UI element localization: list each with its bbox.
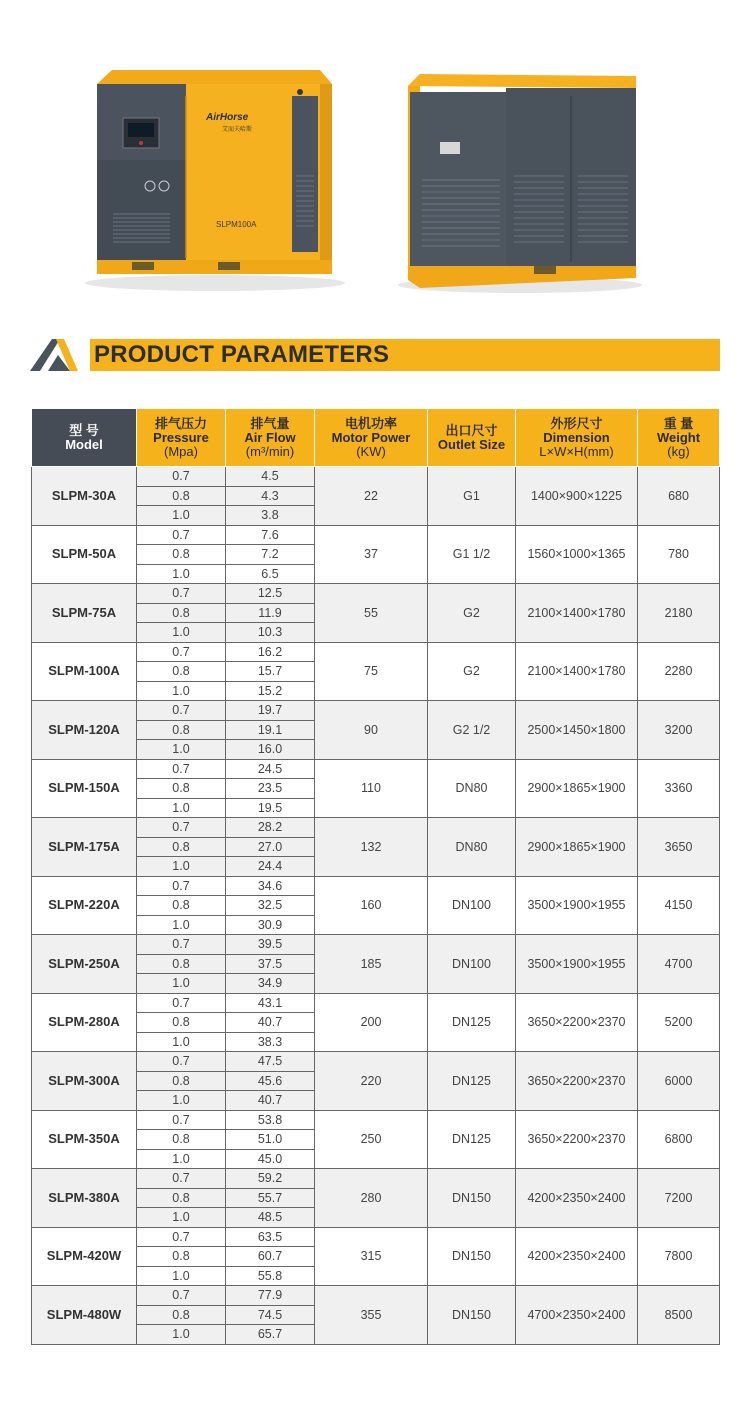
header-pressure-en: Pressure xyxy=(153,429,209,445)
outlet-size-cell: G2 xyxy=(428,642,516,701)
air-flow-cell: 24.5 xyxy=(226,759,315,779)
header-air-flow xyxy=(226,409,315,467)
air-flow-cell: 24.4 xyxy=(226,857,315,877)
dimension-cell: 3650×2200×2370 xyxy=(516,993,638,1052)
compressor-illustrations xyxy=(0,0,750,330)
air-flow-cell: 59.2 xyxy=(226,1169,315,1189)
pressure-cell: 0.7 xyxy=(137,701,226,721)
pressure-cell: 1.0 xyxy=(137,1149,226,1169)
pressure-cell: 0.7 xyxy=(137,584,226,604)
dimension-cell: 3650×2200×2370 xyxy=(516,1110,638,1169)
product-images xyxy=(0,0,750,330)
pressure-cell: 0.8 xyxy=(137,545,226,565)
header-outlet-size xyxy=(428,409,516,467)
pressure-cell: 1.0 xyxy=(137,974,226,994)
table-row xyxy=(32,525,720,545)
dimension-cell: 2100×1400×1780 xyxy=(516,642,638,701)
pressure-cell: 1.0 xyxy=(137,1325,226,1345)
air-flow-cell: 63.5 xyxy=(226,1227,315,1247)
outlet-size-cell: DN100 xyxy=(428,935,516,994)
air-flow-cell: 12.5 xyxy=(226,584,315,604)
model-cell: SLPM-480W xyxy=(32,1286,137,1345)
motor-power-cell: 22 xyxy=(315,467,428,526)
motor-power-cell: 110 xyxy=(315,759,428,818)
section-title: PRODUCT PARAMETERS xyxy=(94,341,390,368)
air-flow-cell: 7.6 xyxy=(226,525,315,545)
air-flow-cell: 74.5 xyxy=(226,1305,315,1325)
pressure-cell: 0.7 xyxy=(137,818,226,838)
product-parameters-table xyxy=(31,408,720,1345)
motor-power-cell: 90 xyxy=(315,701,428,760)
weight-cell: 4700 xyxy=(638,935,720,994)
air-flow-cell: 19.7 xyxy=(226,701,315,721)
compressor-back-image xyxy=(398,74,642,293)
header-model-en: Model xyxy=(65,436,103,452)
weight-cell: 3650 xyxy=(638,818,720,877)
weight-cell: 4150 xyxy=(638,876,720,935)
pressure-cell: 0.8 xyxy=(137,1071,226,1091)
dimension-cell: 2100×1400×1780 xyxy=(516,584,638,643)
air-flow-cell: 28.2 xyxy=(226,818,315,838)
weight-cell: 3360 xyxy=(638,759,720,818)
table-row xyxy=(32,701,720,721)
brand-mark-icon xyxy=(30,337,78,373)
table-row xyxy=(32,876,720,896)
pressure-cell: 0.7 xyxy=(137,525,226,545)
weight-cell: 7800 xyxy=(638,1227,720,1286)
motor-power-cell: 37 xyxy=(315,525,428,584)
dimension-cell: 2500×1450×1800 xyxy=(516,701,638,760)
pressure-cell: 0.7 xyxy=(137,935,226,955)
outlet-size-cell: DN150 xyxy=(428,1286,516,1345)
weight-cell: 2280 xyxy=(638,642,720,701)
air-flow-cell: 37.5 xyxy=(226,954,315,974)
motor-power-cell: 185 xyxy=(315,935,428,994)
air-flow-cell: 32.5 xyxy=(226,896,315,916)
dimension-cell: 3500×1900×1955 xyxy=(516,876,638,935)
header-motor-power-cn: 电机功率 xyxy=(344,415,397,431)
brand-logo-cn: 艾而夫哈斯 xyxy=(222,126,253,133)
dimension-cell: 1400×900×1225 xyxy=(516,467,638,526)
header-weight xyxy=(638,409,720,467)
motor-power-cell: 132 xyxy=(315,818,428,877)
pressure-cell: 0.7 xyxy=(137,1227,226,1247)
pressure-cell: 1.0 xyxy=(137,740,226,760)
air-flow-cell: 6.5 xyxy=(226,564,315,584)
table-row xyxy=(32,1169,720,1189)
weight-cell: 780 xyxy=(638,525,720,584)
outlet-size-cell: G1 1/2 xyxy=(428,525,516,584)
table-row xyxy=(32,1286,720,1306)
air-flow-cell: 34.9 xyxy=(226,974,315,994)
pressure-cell: 1.0 xyxy=(137,623,226,643)
weight-cell: 6000 xyxy=(638,1052,720,1111)
table-row xyxy=(32,818,720,838)
outlet-size-cell: DN125 xyxy=(428,1052,516,1111)
weight-cell: 680 xyxy=(638,467,720,526)
pressure-cell: 0.7 xyxy=(137,642,226,662)
pressure-cell: 0.8 xyxy=(137,954,226,974)
pressure-cell: 0.8 xyxy=(137,603,226,623)
model-cell: SLPM-420W xyxy=(32,1227,137,1286)
motor-power-cell: 250 xyxy=(315,1110,428,1169)
pressure-cell: 1.0 xyxy=(137,1032,226,1052)
header-dimension-cn: 外形尺寸 xyxy=(550,415,603,431)
pressure-cell: 0.7 xyxy=(137,1169,226,1189)
header-outlet-size-en: Outlet Size xyxy=(437,436,506,452)
weight-cell: 5200 xyxy=(638,993,720,1052)
air-flow-cell: 4.5 xyxy=(226,467,315,487)
pressure-cell: 0.7 xyxy=(137,759,226,779)
model-cell: SLPM-280A xyxy=(32,993,137,1052)
air-flow-cell: 16.0 xyxy=(226,740,315,760)
outlet-size-cell: DN100 xyxy=(428,876,516,935)
air-flow-cell: 39.5 xyxy=(226,935,315,955)
air-flow-cell: 34.6 xyxy=(226,876,315,896)
air-flow-cell: 45.6 xyxy=(226,1071,315,1091)
model-cell: SLPM-120A xyxy=(32,701,137,760)
pressure-cell: 1.0 xyxy=(137,1266,226,1286)
air-flow-cell: 38.3 xyxy=(226,1032,315,1052)
header-outlet-size-cn: 出口尺寸 xyxy=(445,422,498,438)
motor-power-cell: 200 xyxy=(315,993,428,1052)
dimension-cell: 4200×2350×2400 xyxy=(516,1169,638,1228)
pressure-cell: 0.8 xyxy=(137,837,226,857)
air-flow-cell: 27.0 xyxy=(226,837,315,857)
air-flow-cell: 7.2 xyxy=(226,545,315,565)
dimension-cell: 4700×2350×2400 xyxy=(516,1286,638,1345)
header-air-flow-en: Air Flow xyxy=(244,429,296,445)
model-cell: SLPM-175A xyxy=(32,818,137,877)
outlet-size-cell: DN150 xyxy=(428,1169,516,1228)
header-weight-unit: (kg) xyxy=(667,443,690,459)
table-row xyxy=(32,993,720,1013)
outlet-size-cell: DN125 xyxy=(428,1110,516,1169)
table-row xyxy=(32,642,720,662)
pressure-cell: 0.8 xyxy=(137,1247,226,1267)
table-row xyxy=(32,1110,720,1130)
model-cell: SLPM-50A xyxy=(32,525,137,584)
air-flow-cell: 23.5 xyxy=(226,779,315,799)
pressure-cell: 0.7 xyxy=(137,467,226,487)
weight-cell: 6800 xyxy=(638,1110,720,1169)
air-flow-cell: 10.3 xyxy=(226,623,315,643)
header-motor-power-unit: (KW) xyxy=(356,443,386,459)
pressure-cell: 0.8 xyxy=(137,1188,226,1208)
pressure-cell: 0.7 xyxy=(137,993,226,1013)
table-row xyxy=(32,1052,720,1072)
model-plate-text: SLPM100A xyxy=(216,220,257,229)
table-header-row xyxy=(32,409,720,467)
pressure-cell: 0.8 xyxy=(137,486,226,506)
air-flow-cell: 19.5 xyxy=(226,798,315,818)
air-flow-cell: 55.8 xyxy=(226,1266,315,1286)
header-dimension-unit: L×W×H(mm) xyxy=(539,443,614,459)
weight-cell: 2180 xyxy=(638,584,720,643)
table-row xyxy=(32,935,720,955)
air-flow-cell: 15.7 xyxy=(226,662,315,682)
header-weight-en: Weight xyxy=(656,429,701,445)
air-flow-cell: 4.3 xyxy=(226,486,315,506)
dimension-cell: 2900×1865×1900 xyxy=(516,818,638,877)
pressure-cell: 0.8 xyxy=(137,1305,226,1325)
pressure-cell: 1.0 xyxy=(137,857,226,877)
motor-power-cell: 315 xyxy=(315,1227,428,1286)
table-body xyxy=(32,467,720,1345)
pressure-cell: 1.0 xyxy=(137,564,226,584)
header-motor-power xyxy=(315,409,428,467)
model-cell: SLPM-350A xyxy=(32,1110,137,1169)
model-cell: SLPM-150A xyxy=(32,759,137,818)
table-row xyxy=(32,467,720,487)
brand-logo-text: AirHorse xyxy=(206,112,249,123)
air-flow-cell: 47.5 xyxy=(226,1052,315,1072)
outlet-size-cell: G2 1/2 xyxy=(428,701,516,760)
pressure-cell: 0.8 xyxy=(137,1013,226,1033)
air-flow-cell: 53.8 xyxy=(226,1110,315,1130)
motor-power-cell: 55 xyxy=(315,584,428,643)
pressure-cell: 0.7 xyxy=(137,1110,226,1130)
dimension-cell: 2900×1865×1900 xyxy=(516,759,638,818)
air-flow-cell: 45.0 xyxy=(226,1149,315,1169)
model-cell: SLPM-380A xyxy=(32,1169,137,1228)
air-flow-cell: 30.9 xyxy=(226,915,315,935)
header-model xyxy=(32,409,137,467)
header-dimension-en: Dimension xyxy=(543,429,610,445)
model-cell: SLPM-250A xyxy=(32,935,137,994)
pressure-cell: 0.7 xyxy=(137,876,226,896)
dimension-cell: 1560×1000×1365 xyxy=(516,525,638,584)
motor-power-cell: 280 xyxy=(315,1169,428,1228)
motor-power-cell: 220 xyxy=(315,1052,428,1111)
pressure-cell: 0.8 xyxy=(137,779,226,799)
pressure-cell: 1.0 xyxy=(137,1091,226,1111)
header-dimension xyxy=(516,409,638,467)
pressure-cell: 0.8 xyxy=(137,1130,226,1150)
dimension-cell: 3500×1900×1955 xyxy=(516,935,638,994)
motor-power-cell: 160 xyxy=(315,876,428,935)
header-air-flow-unit: (m³/min) xyxy=(245,443,295,459)
header-air-flow-cn: 排气量 xyxy=(250,415,290,431)
model-cell: SLPM-100A xyxy=(32,642,137,701)
header-pressure xyxy=(137,409,226,467)
pressure-cell: 0.7 xyxy=(137,1286,226,1306)
pressure-cell: 1.0 xyxy=(137,798,226,818)
compressor-front-image xyxy=(85,70,345,291)
air-flow-cell: 65.7 xyxy=(226,1325,315,1345)
header-model-cn: 型 号 xyxy=(69,422,99,438)
header-weight-cn: 重 量 xyxy=(663,415,694,431)
pressure-cell: 0.7 xyxy=(137,1052,226,1072)
air-flow-cell: 11.9 xyxy=(226,603,315,623)
pressure-cell: 1.0 xyxy=(137,506,226,526)
dimension-cell: 3650×2200×2370 xyxy=(516,1052,638,1111)
air-flow-cell: 60.7 xyxy=(226,1247,315,1267)
outlet-size-cell: DN80 xyxy=(428,759,516,818)
air-flow-cell: 19.1 xyxy=(226,720,315,740)
header-pressure-unit: (Mpa) xyxy=(164,443,198,459)
air-flow-cell: 40.7 xyxy=(226,1013,315,1033)
pressure-cell: 1.0 xyxy=(137,915,226,935)
table-row xyxy=(32,1227,720,1247)
outlet-size-cell: G2 xyxy=(428,584,516,643)
outlet-size-cell: DN125 xyxy=(428,993,516,1052)
header-motor-power-en: Motor Power xyxy=(331,429,411,445)
model-cell: SLPM-75A xyxy=(32,584,137,643)
motor-power-cell: 355 xyxy=(315,1286,428,1345)
pressure-cell: 0.8 xyxy=(137,896,226,916)
dimension-cell: 4200×2350×2400 xyxy=(516,1227,638,1286)
table-row xyxy=(32,584,720,604)
table-row xyxy=(32,759,720,779)
air-flow-cell: 43.1 xyxy=(226,993,315,1013)
section-banner xyxy=(30,337,720,373)
air-flow-cell: 55.7 xyxy=(226,1188,315,1208)
weight-cell: 7200 xyxy=(638,1169,720,1228)
model-cell: SLPM-30A xyxy=(32,467,137,526)
air-flow-cell: 15.2 xyxy=(226,681,315,701)
air-flow-cell: 48.5 xyxy=(226,1208,315,1228)
weight-cell: 8500 xyxy=(638,1286,720,1345)
pressure-cell: 1.0 xyxy=(137,681,226,701)
outlet-size-cell: G1 xyxy=(428,467,516,526)
pressure-cell: 1.0 xyxy=(137,1208,226,1228)
pressure-cell: 0.8 xyxy=(137,720,226,740)
pressure-cell: 0.8 xyxy=(137,662,226,682)
outlet-size-cell: DN80 xyxy=(428,818,516,877)
air-flow-cell: 77.9 xyxy=(226,1286,315,1306)
air-flow-cell: 3.8 xyxy=(226,506,315,526)
outlet-size-cell: DN150 xyxy=(428,1227,516,1286)
weight-cell: 3200 xyxy=(638,701,720,760)
air-flow-cell: 51.0 xyxy=(226,1130,315,1150)
model-cell: SLPM-300A xyxy=(32,1052,137,1111)
air-flow-cell: 40.7 xyxy=(226,1091,315,1111)
header-pressure-cn: 排气压力 xyxy=(154,415,207,431)
model-cell: SLPM-220A xyxy=(32,876,137,935)
motor-power-cell: 75 xyxy=(315,642,428,701)
air-flow-cell: 16.2 xyxy=(226,642,315,662)
